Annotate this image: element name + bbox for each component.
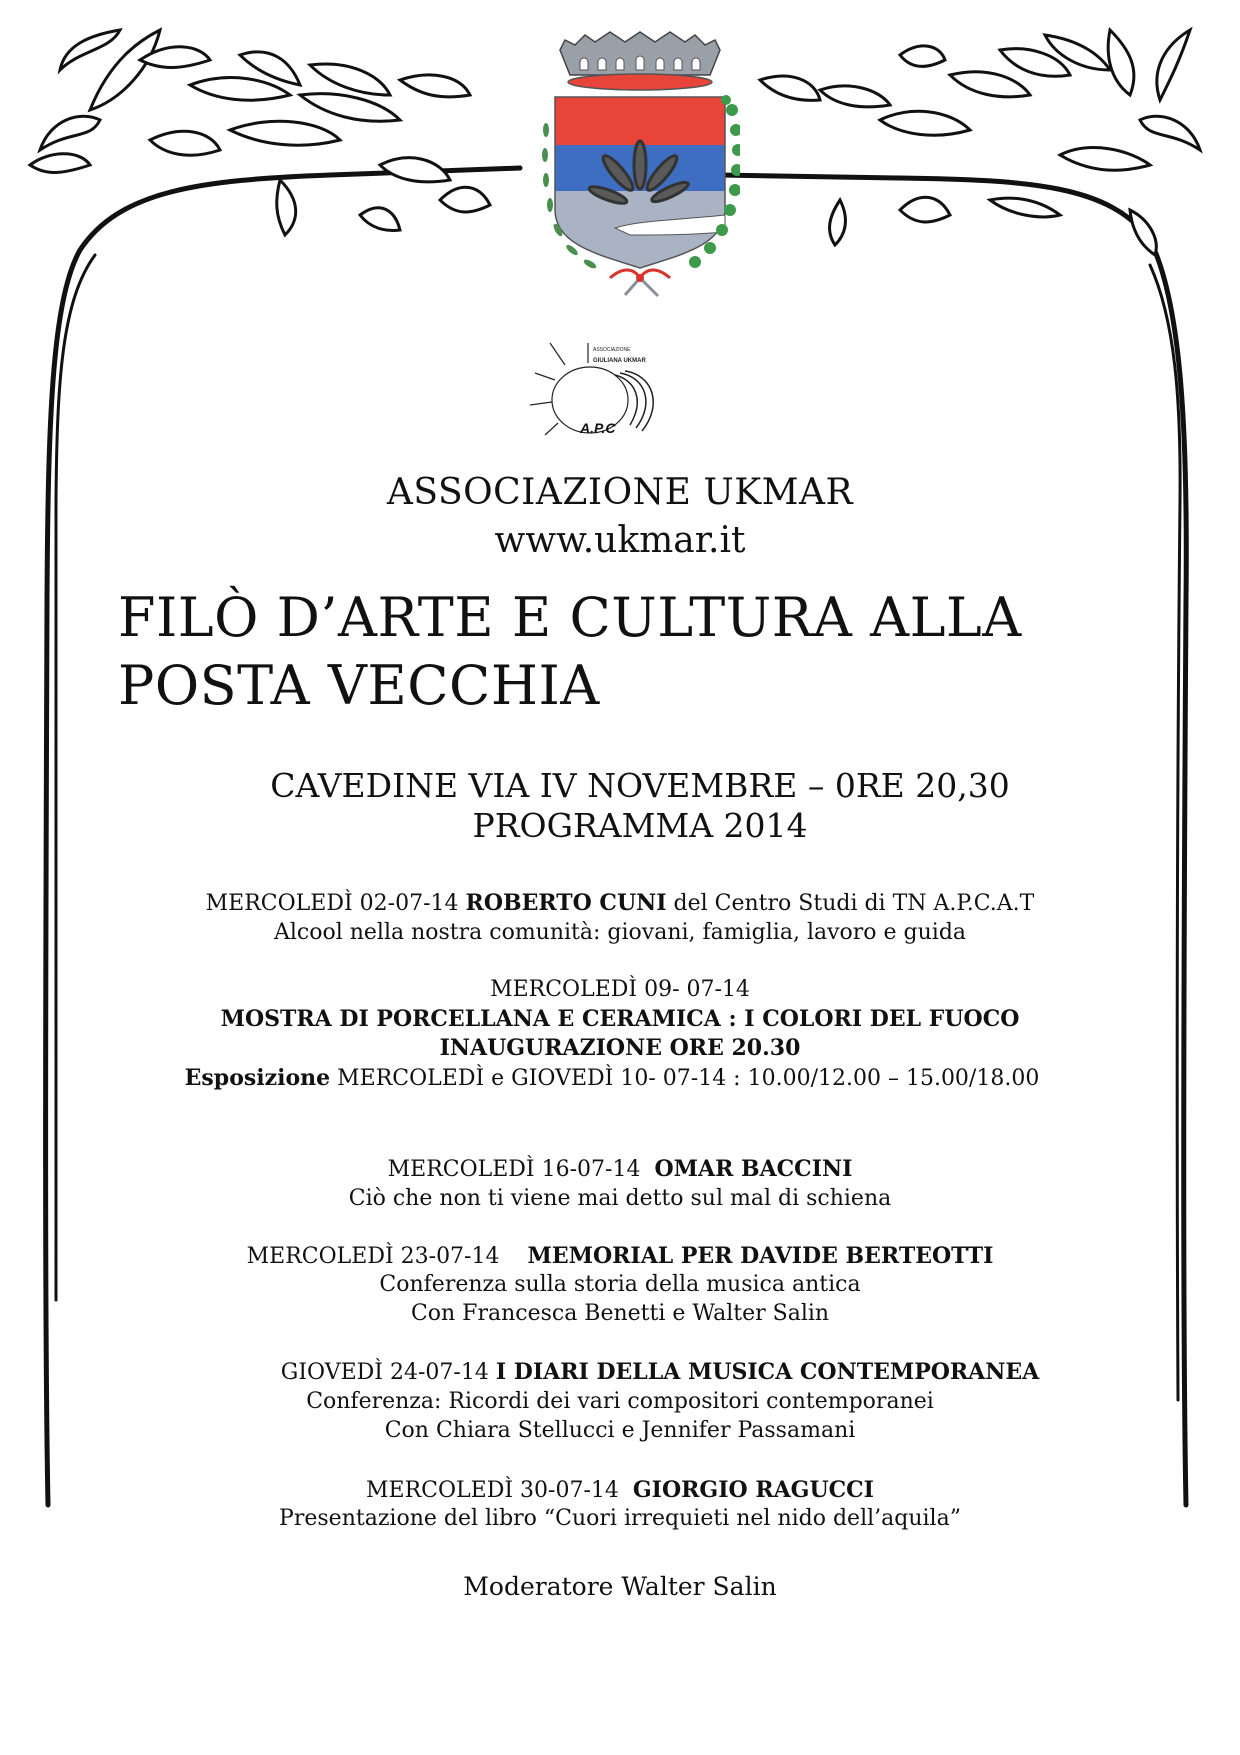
event-speaker: GIORGIO RAGUCCI [632, 1477, 874, 1503]
event-4-speakers: Con Francesca Benetti e Walter Salin [410, 1301, 830, 1326]
logo-text-line2: GIULIANA UKMAR [593, 358, 646, 364]
event-2-subtitle: INAUGURAZIONE ORE 20.30 [439, 1035, 801, 1061]
event-1-description: Alcool nella nostra comunità: giovani, famiglia, lavoro e guida [273, 920, 967, 945]
event-date: GIOVEDÌ 24-07-14 [280, 1360, 489, 1385]
page-title-line2: POSTA VECCHIA [118, 654, 600, 717]
laurel-leaves-left [30, 30, 490, 235]
crown-icon [560, 32, 720, 90]
event-date: MERCOLEDÌ 23-07-14 [246, 1244, 500, 1269]
event-3-description: Ciò che non ti viene mai detto sul mal di schiena [348, 1186, 892, 1211]
event-6-heading [0, 1477, 1240, 1503]
page-title-line1: FILÒ D’ARTE E CULTURA ALLA [118, 586, 1022, 649]
apc-logo [530, 335, 730, 440]
event-3-heading [0, 1156, 1240, 1182]
program-year: PROGRAMMA 2014 [472, 806, 808, 845]
logo-apc-mark: A.P.C [580, 420, 616, 436]
event-speaker: OMAR BACCINI [654, 1156, 853, 1182]
event-5-heading [40, 1359, 1240, 1385]
event-2-title: MOSTRA DI PORCELLANA E CERAMICA : I COLORI DEL FUOCO [220, 1006, 1020, 1032]
moderator: Moderatore Walter Salin [463, 1572, 777, 1601]
event-date: MERCOLEDÌ 30-07-14 [366, 1478, 619, 1503]
event-affiliation: del Centro Studi di TN A.P.C.A.T [673, 891, 1035, 916]
event-1-heading [0, 890, 1240, 916]
event-date: MERCOLEDÌ 16-07-14 [387, 1157, 641, 1182]
event-5-description: Conferenza: Ricordi dei vari compositori contemporanei [306, 1389, 934, 1414]
event-4-heading [0, 1243, 1240, 1269]
association-name: ASSOCIAZIONE UKMAR [386, 472, 854, 513]
event-4-description: Conferenza sulla storia della musica antica [379, 1272, 861, 1297]
event-speaker: ROBERTO CUNI [465, 890, 667, 916]
laurel-leaves-right [760, 30, 1200, 255]
event-title: I DIARI DELLA MUSICA CONTEMPORANEA [495, 1359, 1040, 1385]
event-6-description: Presentazione del libro “Cuori irrequieti nel nido dell’aquila” [279, 1506, 961, 1531]
ribbon-icon [610, 270, 670, 296]
logo-text-line1: ASSOCIAZIONE [593, 347, 631, 353]
location-time: CAVEDINE VIA IV NOVEMBRE – 0RE 20,30 [270, 766, 1010, 805]
event-2-exhibition [0, 1065, 1232, 1091]
website-link[interactable]: www.ukmar.it [494, 520, 746, 561]
event-title: MEMORIAL PER DAVIDE BERTEOTTI [527, 1243, 994, 1269]
coat-of-arms-crest [540, 20, 740, 300]
exhibition-hours: MERCOLEDÌ e GIOVEDÌ 10- 07-14 : 10.00/12.00 – 15.00/18.00 [337, 1066, 1040, 1091]
exhibition-label: Esposizione [184, 1065, 331, 1091]
event-date: MERCOLEDÌ 02-07-14 [205, 891, 459, 916]
event-2-date: MERCOLEDÌ 09- 07-14 [490, 977, 750, 1002]
event-5-speakers: Con Chiara Stellucci e Jennifer Passamani [384, 1418, 856, 1443]
